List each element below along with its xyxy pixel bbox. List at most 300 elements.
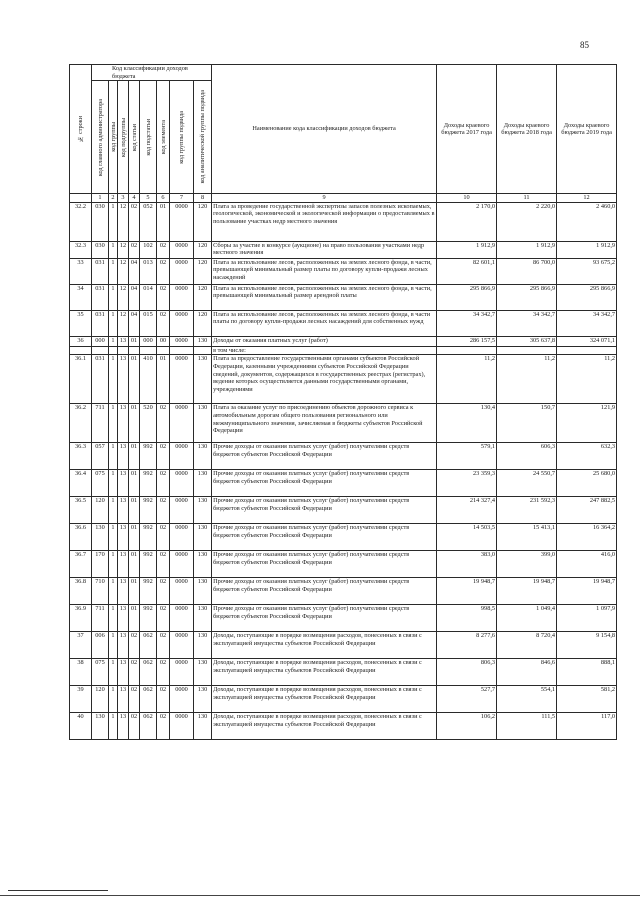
element-code: 01 <box>157 355 170 404</box>
column-number: 11 <box>497 194 557 203</box>
revenue-name: Доходы, поступающие в порядке возмещения расходов, понесенных в связи с эксплуатацией имущества субъектов Российской Федерации <box>212 632 437 659</box>
table-row <box>70 310 617 336</box>
table-row <box>70 524 617 551</box>
revenue-2019: 1 912,9 <box>557 241 617 258</box>
table-row <box>70 202 617 241</box>
subtype-group-code: 0000 <box>170 659 194 686</box>
subtype-group-code: 0000 <box>170 241 194 258</box>
revenue-name: Доходы, поступающие в порядке возмещения расходов, понесенных в связи с эксплуатацией имущества субъектов Российской Федерации <box>212 659 437 686</box>
analytic-group-code: 120 <box>194 258 212 284</box>
element-code: 02 <box>157 659 170 686</box>
column-number-row <box>70 194 617 203</box>
revenue-name: Прочие доходы от оказания платных услуг (работ) получателями средств бюджетов субъектов Российской Федерации <box>212 578 437 605</box>
revenue-2018: 15 413,1 <box>497 524 557 551</box>
revenue-2018: 150,7 <box>497 404 557 443</box>
group-code: 1 <box>109 497 118 524</box>
article-code: 02 <box>129 241 140 258</box>
header-2017: Доходы краевого бюджета 2017 года <box>437 65 497 194</box>
analytic-group-code: 120 <box>194 284 212 310</box>
analytic-group-code: 130 <box>194 578 212 605</box>
article-code: 01 <box>129 524 140 551</box>
subarticle-code: 062 <box>140 713 157 740</box>
subtype-group-code: 0000 <box>170 336 194 346</box>
analytic-group-code: 130 <box>194 336 212 346</box>
revenue-name: Сборы за участие в конкурсе (аукционе) на право пользования участками недр местного значения <box>212 241 437 258</box>
revenue-name: Доходы, поступающие в порядке возмещения расходов, понесенных в связи с эксплуатацией имущества субъектов Российской Федерации <box>212 686 437 713</box>
subtype-group-code: 0000 <box>170 202 194 241</box>
article-code: 01 <box>129 551 140 578</box>
subtype-group-code: 0000 <box>170 404 194 443</box>
admin-code: 711 <box>92 605 109 632</box>
revenue-2017: 34 342,7 <box>437 310 497 336</box>
column-number: 5 <box>140 194 157 203</box>
subtype-group-code: 0000 <box>170 284 194 310</box>
revenue-name: Плата за оказание услуг по присоединению объектов дорожного сервиса к автомобильным дорогам общего пользования регионального или межмуниципального значения, зачисляемая в бюджеты субъектов Российской Федерации <box>212 404 437 443</box>
subarticle-code: 062 <box>140 659 157 686</box>
admin-code: 057 <box>92 443 109 470</box>
revenue-2017: 106,2 <box>437 713 497 740</box>
revenue-2018: 606,3 <box>497 443 557 470</box>
admin-code: 710 <box>92 578 109 605</box>
article-code: 01 <box>129 470 140 497</box>
element-code: 00 <box>157 336 170 346</box>
article-code: 01 <box>129 497 140 524</box>
subarticle-code: 015 <box>140 310 157 336</box>
row-number: 33 <box>70 258 92 284</box>
revenue-2019: 34 342,7 <box>557 310 617 336</box>
group-code: 1 <box>109 404 118 443</box>
subgroup-code: 13 <box>118 686 129 713</box>
revenue-2017: 1 912,9 <box>437 241 497 258</box>
revenue-2017: 527,7 <box>437 686 497 713</box>
subtype-group-code: 0000 <box>170 632 194 659</box>
revenue-2017: 14 503,5 <box>437 524 497 551</box>
row-number: 36.4 <box>70 470 92 497</box>
analytic-group-code <box>194 346 212 355</box>
row-number: 40 <box>70 713 92 740</box>
revenue-2018: 846,6 <box>497 659 557 686</box>
revenue-2018: 399,0 <box>497 551 557 578</box>
subarticle-code: 062 <box>140 632 157 659</box>
article-code: 01 <box>129 336 140 346</box>
revenue-name: Плата за предоставление государственными органами субъектов Российской Федерации, казенными учреждениями субъектов Российской Федерации сведений, документов, содержащихся в государственных реестрах (регистрах), ведение которых осуществляется данными государственными органами, учреждениями <box>212 355 437 404</box>
column-number: 6 <box>157 194 170 203</box>
group-code: 1 <box>109 524 118 551</box>
revenue-2019: 888,1 <box>557 659 617 686</box>
column-number: 1 <box>92 194 109 203</box>
analytic-group-code: 130 <box>194 659 212 686</box>
revenue-name: Прочие доходы от оказания платных услуг (работ) получателями средств бюджетов субъектов Российской Федерации <box>212 551 437 578</box>
group-code: 1 <box>109 443 118 470</box>
group-code: 1 <box>109 713 118 740</box>
revenue-2017: 2 170,0 <box>437 202 497 241</box>
revenue-2019: 247 882,5 <box>557 497 617 524</box>
group-code: 1 <box>109 578 118 605</box>
subgroup-code: 13 <box>118 336 129 346</box>
article-code: 02 <box>129 202 140 241</box>
element-code: 02 <box>157 551 170 578</box>
analytic-group-code: 130 <box>194 355 212 404</box>
group-code: 1 <box>109 336 118 346</box>
analytic-group-code: 130 <box>194 470 212 497</box>
revenue-2019: 19 948,7 <box>557 578 617 605</box>
revenue-2017: 806,3 <box>437 659 497 686</box>
row-number: 36.5 <box>70 497 92 524</box>
subgroup-code: 13 <box>118 355 129 404</box>
table-row <box>70 355 617 404</box>
row-number <box>70 346 92 355</box>
subgroup-code: 13 <box>118 443 129 470</box>
page-number: 85 <box>580 40 589 50</box>
admin-code: 006 <box>92 632 109 659</box>
revenue-name: Прочие доходы от оказания платных услуг (работ) получателями средств бюджетов субъектов Российской Федерации <box>212 605 437 632</box>
article-code: 01 <box>129 443 140 470</box>
group-code: 1 <box>109 659 118 686</box>
revenue-name: Плата за проведение государственной экспертизы запасов полезных ископаемых, геологической, экономической и экологической информации о предоставляемых в пользование участках недр местного значения <box>212 202 437 241</box>
revenue-2018: 295 866,9 <box>497 284 557 310</box>
table-row <box>70 713 617 740</box>
element-code: 02 <box>157 497 170 524</box>
table-row <box>70 336 617 346</box>
admin-code: 075 <box>92 659 109 686</box>
header-classification-group: Код классификации доходов бюджета <box>92 65 212 81</box>
revenue-2019: 581,2 <box>557 686 617 713</box>
article-code: 04 <box>129 284 140 310</box>
admin-code: 711 <box>92 404 109 443</box>
row-number: 36.2 <box>70 404 92 443</box>
analytic-group-code: 130 <box>194 605 212 632</box>
analytic-group-code: 130 <box>194 443 212 470</box>
subtype-group-code: 0000 <box>170 497 194 524</box>
revenue-2018: 34 342,7 <box>497 310 557 336</box>
subarticle-code: 992 <box>140 470 157 497</box>
revenue-name: Прочие доходы от оказания платных услуг (работ) получателями средств бюджетов субъектов Российской Федерации <box>212 443 437 470</box>
admin-code: 031 <box>92 355 109 404</box>
subgroup-code: 12 <box>118 284 129 310</box>
group-code: 1 <box>109 241 118 258</box>
column-number <box>70 194 92 203</box>
header-2018: Доходы краевого бюджета 2018 года <box>497 65 557 194</box>
revenue-2019: 121,9 <box>557 404 617 443</box>
analytic-group-code: 130 <box>194 632 212 659</box>
admin-code: 130 <box>92 524 109 551</box>
table-row <box>70 346 617 355</box>
table-row <box>70 659 617 686</box>
revenue-2018: 11,2 <box>497 355 557 404</box>
admin-code: 030 <box>92 241 109 258</box>
table-row <box>70 551 617 578</box>
table-row <box>70 258 617 284</box>
group-code: 1 <box>109 686 118 713</box>
admin-code <box>92 346 109 355</box>
revenue-name: Прочие доходы от оказания платных услуг (работ) получателями средств бюджетов субъектов Российской Федерации <box>212 470 437 497</box>
element-code: 02 <box>157 578 170 605</box>
subgroup-code: 13 <box>118 404 129 443</box>
row-number: 36.3 <box>70 443 92 470</box>
element-code: 02 <box>157 443 170 470</box>
element-code: 01 <box>157 202 170 241</box>
analytic-group-code: 130 <box>194 524 212 551</box>
article-code: 02 <box>129 686 140 713</box>
revenue-2019: 295 866,9 <box>557 284 617 310</box>
revenue-2017 <box>437 346 497 355</box>
header-element-code: код элемента <box>157 81 170 194</box>
table-row <box>70 632 617 659</box>
admin-code: 030 <box>92 202 109 241</box>
revenue-2018: 231 592,3 <box>497 497 557 524</box>
row-number: 36.7 <box>70 551 92 578</box>
revenue-2018: 8 720,4 <box>497 632 557 659</box>
table-row <box>70 470 617 497</box>
column-number: 7 <box>170 194 194 203</box>
table-row <box>70 241 617 258</box>
header-subarticle-code: код подстатьи <box>140 81 157 194</box>
subtype-group-code: 0000 <box>170 551 194 578</box>
revenue-2017: 8 277,6 <box>437 632 497 659</box>
subgroup-code <box>118 346 129 355</box>
admin-code: 170 <box>92 551 109 578</box>
table-row <box>70 284 617 310</box>
group-code: 1 <box>109 605 118 632</box>
subgroup-code: 12 <box>118 310 129 336</box>
row-number: 37 <box>70 632 92 659</box>
admin-code: 130 <box>92 713 109 740</box>
revenue-name: Плата за использование лесов, расположенных на землях лесного фонда, в части, превышающей минимальный размер платы по договору купли-продажи лесных насаждений <box>212 258 437 284</box>
article-code: 02 <box>129 659 140 686</box>
subarticle-code: 992 <box>140 551 157 578</box>
revenue-2018: 111,5 <box>497 713 557 740</box>
admin-code: 031 <box>92 258 109 284</box>
revenue-2019: 93 675,2 <box>557 258 617 284</box>
row-number: 36.8 <box>70 578 92 605</box>
analytic-group-code: 130 <box>194 551 212 578</box>
column-number: 8 <box>194 194 212 203</box>
revenue-name: Доходы, поступающие в порядке возмещения расходов, понесенных в связи с эксплуатацией имущества субъектов Российской Федерации <box>212 713 437 740</box>
element-code: 02 <box>157 632 170 659</box>
element-code: 02 <box>157 310 170 336</box>
revenue-2019 <box>557 346 617 355</box>
group-code: 1 <box>109 470 118 497</box>
subgroup-code: 13 <box>118 578 129 605</box>
subgroup-code: 12 <box>118 258 129 284</box>
revenue-2018 <box>497 346 557 355</box>
admin-code: 031 <box>92 284 109 310</box>
subarticle-code: 992 <box>140 497 157 524</box>
header-row-no: № строки <box>70 65 92 194</box>
revenue-2019: 16 364,2 <box>557 524 617 551</box>
subgroup-code: 13 <box>118 659 129 686</box>
revenue-2017: 82 601,1 <box>437 258 497 284</box>
article-code <box>129 346 140 355</box>
admin-code: 120 <box>92 497 109 524</box>
revenue-2018: 1 049,4 <box>497 605 557 632</box>
revenue-2017: 23 359,3 <box>437 470 497 497</box>
article-code: 02 <box>129 713 140 740</box>
revenue-2018: 86 700,0 <box>497 258 557 284</box>
revenue-2019: 324 071,1 <box>557 336 617 346</box>
revenue-name: Плата за использование лесов, расположенных на землях лесного фонда, в части платы по договору купли-продажи лесных насаждений для собственных нужд <box>212 310 437 336</box>
table-row <box>70 404 617 443</box>
subarticle-code: 052 <box>140 202 157 241</box>
admin-code: 120 <box>92 686 109 713</box>
row-number: 36.1 <box>70 355 92 404</box>
subarticle-code: 013 <box>140 258 157 284</box>
group-code: 1 <box>109 284 118 310</box>
element-code: 02 <box>157 470 170 497</box>
subtype-group-code: 0000 <box>170 686 194 713</box>
column-number: 3 <box>118 194 129 203</box>
column-number: 9 <box>212 194 437 203</box>
article-code: 01 <box>129 355 140 404</box>
element-code: 02 <box>157 404 170 443</box>
revenue-name: Доходы от оказания платных услуг (работ) <box>212 336 437 346</box>
group-code: 1 <box>109 310 118 336</box>
header-2019: Доходы краевого бюджета 2019 года <box>557 65 617 194</box>
header-name: Наименование кода классификации доходов бюджета <box>212 65 437 194</box>
subtype-group-code: 0000 <box>170 605 194 632</box>
row-number: 36.9 <box>70 605 92 632</box>
article-code: 01 <box>129 605 140 632</box>
row-number: 34 <box>70 284 92 310</box>
group-code: 1 <box>109 202 118 241</box>
group-code: 1 <box>109 632 118 659</box>
header-analytic-group-code: код аналитической группы подвида <box>194 81 212 194</box>
element-code: 02 <box>157 713 170 740</box>
subtype-group-code: 0000 <box>170 310 194 336</box>
article-code: 04 <box>129 310 140 336</box>
subarticle-code: 410 <box>140 355 157 404</box>
header-subtype-group-code: код группы подвида <box>170 81 194 194</box>
revenue-2017: 130,4 <box>437 404 497 443</box>
revenue-2019: 416,0 <box>557 551 617 578</box>
subarticle-code: 000 <box>140 336 157 346</box>
admin-code: 000 <box>92 336 109 346</box>
revenue-2019: 11,2 <box>557 355 617 404</box>
subgroup-code: 13 <box>118 470 129 497</box>
element-code: 02 <box>157 524 170 551</box>
revenue-2019: 2 460,0 <box>557 202 617 241</box>
row-number: 36 <box>70 336 92 346</box>
subarticle-code: 992 <box>140 605 157 632</box>
revenue-2018: 1 912,9 <box>497 241 557 258</box>
header-article-code: код статьи <box>129 81 140 194</box>
revenue-2017: 579,1 <box>437 443 497 470</box>
column-number: 10 <box>437 194 497 203</box>
revenue-2019: 9 154,8 <box>557 632 617 659</box>
header-admin-code: код главного администратора <box>92 81 109 194</box>
subgroup-code: 13 <box>118 632 129 659</box>
subtype-group-code: 0000 <box>170 524 194 551</box>
column-number: 2 <box>109 194 118 203</box>
revenue-2017: 295 866,9 <box>437 284 497 310</box>
row-number: 36.6 <box>70 524 92 551</box>
admin-code: 031 <box>92 310 109 336</box>
element-code: 02 <box>157 284 170 310</box>
subarticle-code: 992 <box>140 524 157 551</box>
header-subgroup-code: код подгруппы <box>118 81 129 194</box>
footer-rule-short <box>8 890 108 891</box>
revenue-2017: 11,2 <box>437 355 497 404</box>
row-number: 32.3 <box>70 241 92 258</box>
revenue-name: Плата за использование лесов, расположенных на землях лесного фонда, в части, превышающей минимальный размер арендной платы <box>212 284 437 310</box>
subarticle-code: 992 <box>140 578 157 605</box>
column-number: 4 <box>129 194 140 203</box>
revenue-name: в том числе: <box>212 346 437 355</box>
element-code: 02 <box>157 605 170 632</box>
analytic-group-code: 130 <box>194 404 212 443</box>
subarticle-code: 014 <box>140 284 157 310</box>
table-row <box>70 686 617 713</box>
revenue-2018: 19 948,7 <box>497 578 557 605</box>
row-number: 38 <box>70 659 92 686</box>
article-code: 02 <box>129 632 140 659</box>
article-code: 04 <box>129 258 140 284</box>
subgroup-code: 13 <box>118 524 129 551</box>
revenue-2018: 554,1 <box>497 686 557 713</box>
header-group-code: код группы <box>109 81 118 194</box>
revenue-2018: 24 550,7 <box>497 470 557 497</box>
analytic-group-code: 120 <box>194 202 212 241</box>
subtype-group-code: 0000 <box>170 258 194 284</box>
subgroup-code: 12 <box>118 202 129 241</box>
subtype-group-code: 0000 <box>170 443 194 470</box>
analytic-group-code: 130 <box>194 713 212 740</box>
analytic-group-code: 130 <box>194 686 212 713</box>
group-code: 1 <box>109 258 118 284</box>
subgroup-code: 13 <box>118 713 129 740</box>
table-row <box>70 605 617 632</box>
footer-rule-long <box>0 895 640 896</box>
revenue-name: Прочие доходы от оказания платных услуг (работ) получателями средств бюджетов субъектов Российской Федерации <box>212 497 437 524</box>
article-code: 01 <box>129 578 140 605</box>
revenue-2019: 632,3 <box>557 443 617 470</box>
subtype-group-code: 0000 <box>170 355 194 404</box>
row-number: 32.2 <box>70 202 92 241</box>
group-code <box>109 346 118 355</box>
row-number: 39 <box>70 686 92 713</box>
group-code: 1 <box>109 551 118 578</box>
revenue-2017: 214 327,4 <box>437 497 497 524</box>
subarticle-code: 520 <box>140 404 157 443</box>
revenue-2017: 286 157,5 <box>437 336 497 346</box>
subarticle-code: 992 <box>140 443 157 470</box>
subarticle-code: 062 <box>140 686 157 713</box>
subgroup-code: 13 <box>118 497 129 524</box>
admin-code: 075 <box>92 470 109 497</box>
subarticle-code <box>140 346 157 355</box>
revenue-classification-table <box>69 64 617 740</box>
analytic-group-code: 120 <box>194 310 212 336</box>
revenue-2017: 998,5 <box>437 605 497 632</box>
revenue-2019: 1 097,9 <box>557 605 617 632</box>
group-code: 1 <box>109 355 118 404</box>
table-row <box>70 578 617 605</box>
row-number: 35 <box>70 310 92 336</box>
analytic-group-code: 130 <box>194 497 212 524</box>
subarticle-code: 102 <box>140 241 157 258</box>
element-code: 02 <box>157 686 170 713</box>
subtype-group-code: 0000 <box>170 470 194 497</box>
subtype-group-code: 0000 <box>170 713 194 740</box>
revenue-2017: 383,0 <box>437 551 497 578</box>
revenue-name: Прочие доходы от оказания платных услуг (работ) получателями средств бюджетов субъектов Российской Федерации <box>212 524 437 551</box>
article-code: 01 <box>129 404 140 443</box>
revenue-2019: 25 680,0 <box>557 470 617 497</box>
revenue-2017: 19 948,7 <box>437 578 497 605</box>
analytic-group-code: 120 <box>194 241 212 258</box>
subtype-group-code <box>170 346 194 355</box>
table-row <box>70 443 617 470</box>
